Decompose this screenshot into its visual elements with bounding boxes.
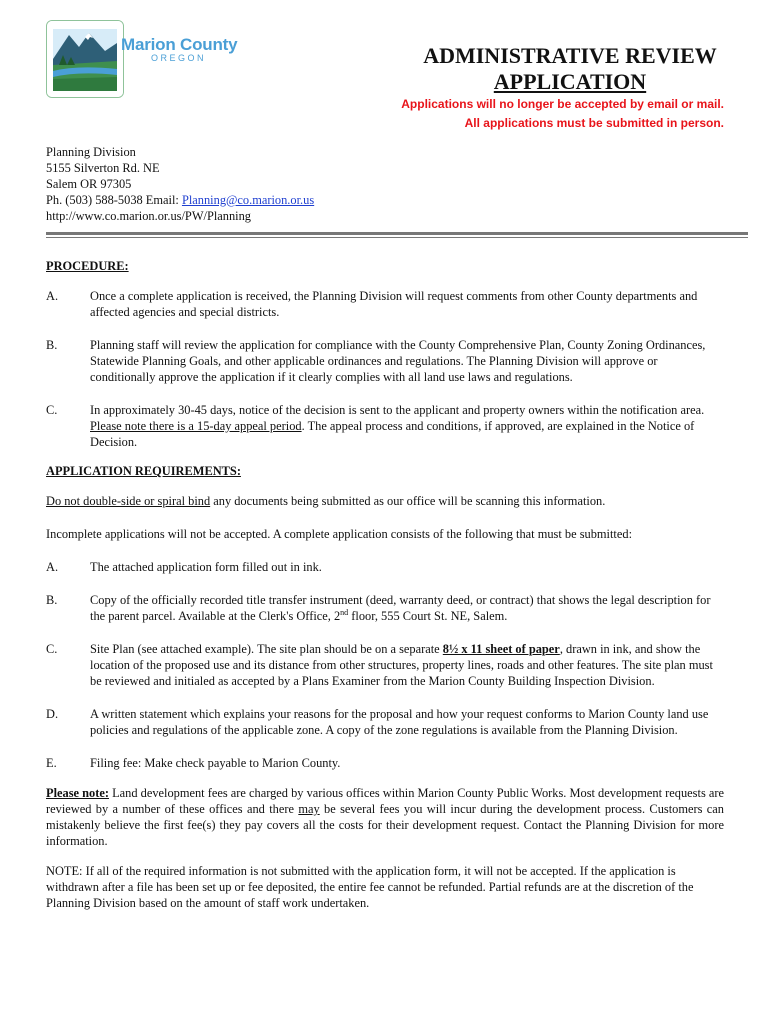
item-text	[90, 641, 724, 689]
notice-line-2: All applications must be submitted in person.	[464, 116, 724, 130]
text-segment: floor, 555 Court St. NE, Salem.	[348, 609, 508, 623]
fees-note	[46, 785, 724, 849]
text-segment: Copy of the officially recorded title transfer instrument (deed, warranty deed, or contract) that shows the legal description for the parent parcel. Available at the Clerk's Office, 2	[90, 593, 711, 623]
appeal-period-text: Please note there is a 15-day appeal period	[90, 419, 302, 433]
text-segment: , drawn in ink, and show the location of the proposed use and its distance from other structures, property lines, roads and other features. The site plan must be reviewed and initialed as accepted by a Plans Examiner from the Marion County Building Inspection Division.	[90, 642, 713, 688]
may-text: may	[298, 802, 320, 816]
title-line-2: APPLICATION	[493, 69, 647, 94]
procedure-item-b	[46, 337, 724, 385]
text-segment: In approximately 30-45 days, notice of the decision is sent to the applicant and property owners within the notification area.	[90, 403, 705, 417]
item-marker: A.	[46, 289, 59, 303]
incomplete-statement: Incomplete applications will not be accepted. A complete application consists of the following that must be submitted:	[46, 527, 633, 541]
item-text	[90, 592, 724, 624]
divider-thick	[46, 232, 748, 235]
no-double-side-text: Do not double-side or spiral bind	[46, 494, 211, 508]
text-segment: Site Plan (see attached example). The site plan should be on a separate	[90, 642, 443, 656]
notice-line-1: Applications will no longer be accepted by email or mail.	[401, 97, 724, 111]
please-note-label: Please note:	[46, 786, 109, 800]
item-marker: E.	[46, 756, 57, 770]
website-text: http://www.co.marion.or.us/PW/Planning	[46, 209, 252, 223]
ordinal-suffix: nd	[340, 607, 349, 617]
phone-text: Ph. (503) 588-5038 Email:	[46, 193, 182, 207]
division-name: Planning Division	[46, 145, 136, 159]
document-body	[46, 258, 724, 928]
text-segment: Land development fees are charged by various offices within Marion County Public Works. Most development requests are reviewed by a number of these offices and there	[46, 786, 724, 816]
contact-line	[46, 192, 314, 208]
title-line-1: ADMINISTRATIVE REVIEW	[423, 43, 717, 68]
submission-notice	[401, 95, 724, 133]
item-marker: A.	[46, 560, 59, 574]
item-text: Filing fee: Make check payable to Marion County.	[90, 756, 341, 770]
requirement-item-d	[46, 706, 724, 738]
requirement-item-e	[46, 755, 724, 771]
item-marker: B.	[46, 338, 58, 352]
divider-thin	[46, 237, 748, 238]
text-segment: . The appeal process and conditions, if approved, are explained in the Notice of Decision.	[90, 419, 695, 449]
logo-wordmark	[121, 35, 237, 63]
address-block	[46, 144, 314, 224]
requirement-item-b	[46, 592, 724, 624]
item-text: The attached application form filled out in ink.	[90, 560, 322, 574]
item-marker: C.	[46, 642, 58, 656]
text-segment: any documents being submitted as our office will be scanning this information.	[210, 494, 606, 508]
item-text	[90, 402, 724, 450]
item-marker: D.	[46, 707, 59, 721]
requirement-item-a	[46, 559, 724, 575]
scanning-instruction	[46, 493, 724, 509]
procedure-item-a	[46, 288, 724, 320]
mountain-landscape-icon	[47, 21, 123, 97]
item-text: Once a complete application is received, the Planning Division will request comments from other County departments and affected agencies and special districts.	[90, 289, 698, 319]
item-text: A written statement which explains your reasons for the proposal and how your request conforms to Marion County land use policies and regulations of the applicable zone. A copy of the zone regulations is available from the Planning Division.	[90, 707, 709, 737]
email-link[interactable]: Planning@co.marion.or.us	[181, 193, 315, 207]
street-address: 5155 Silverton Rd. NE	[46, 161, 160, 175]
procedure-item-c	[46, 402, 724, 450]
logo-state: OREGON	[151, 53, 207, 63]
item-text: Planning staff will review the application for compliance with the County Comprehensive Plan, County Zoning Ordinances, Statewide Planning Goals, and other applicable ordinances and regulations. The Planning Division will approve or conditionally approve the application if it clearly complies with all land use laws and regulations.	[90, 338, 706, 384]
logo-name: Marion County	[121, 35, 238, 54]
item-marker: C.	[46, 403, 58, 417]
requirement-item-c	[46, 641, 724, 689]
page-title	[380, 43, 760, 95]
city-state-zip: Salem OR 97305	[46, 177, 132, 191]
refund-note: NOTE: If all of the required information is not submitted with the application form, it will not be accepted. If the application is withdrawn after a file has been set up or fee deposited, the entire fee cannot be refunded. Partial refunds are at the discretion of the Planning Division based on the amount of staff work undertaken.	[46, 864, 694, 910]
marion-county-logo	[46, 20, 124, 98]
procedure-heading: PROCEDURE:	[46, 259, 129, 273]
paper-size-text: 8½ x 11 sheet of paper	[442, 642, 560, 656]
item-marker: B.	[46, 593, 58, 607]
requirements-heading: APPLICATION REQUIREMENTS:	[46, 464, 241, 478]
text-segment: be several fees you will incur during the development process. Customers can mistakenly believe the first fee(s) they pay covers all the costs for their development request. Contact the Planning Division for more information.	[46, 802, 724, 848]
